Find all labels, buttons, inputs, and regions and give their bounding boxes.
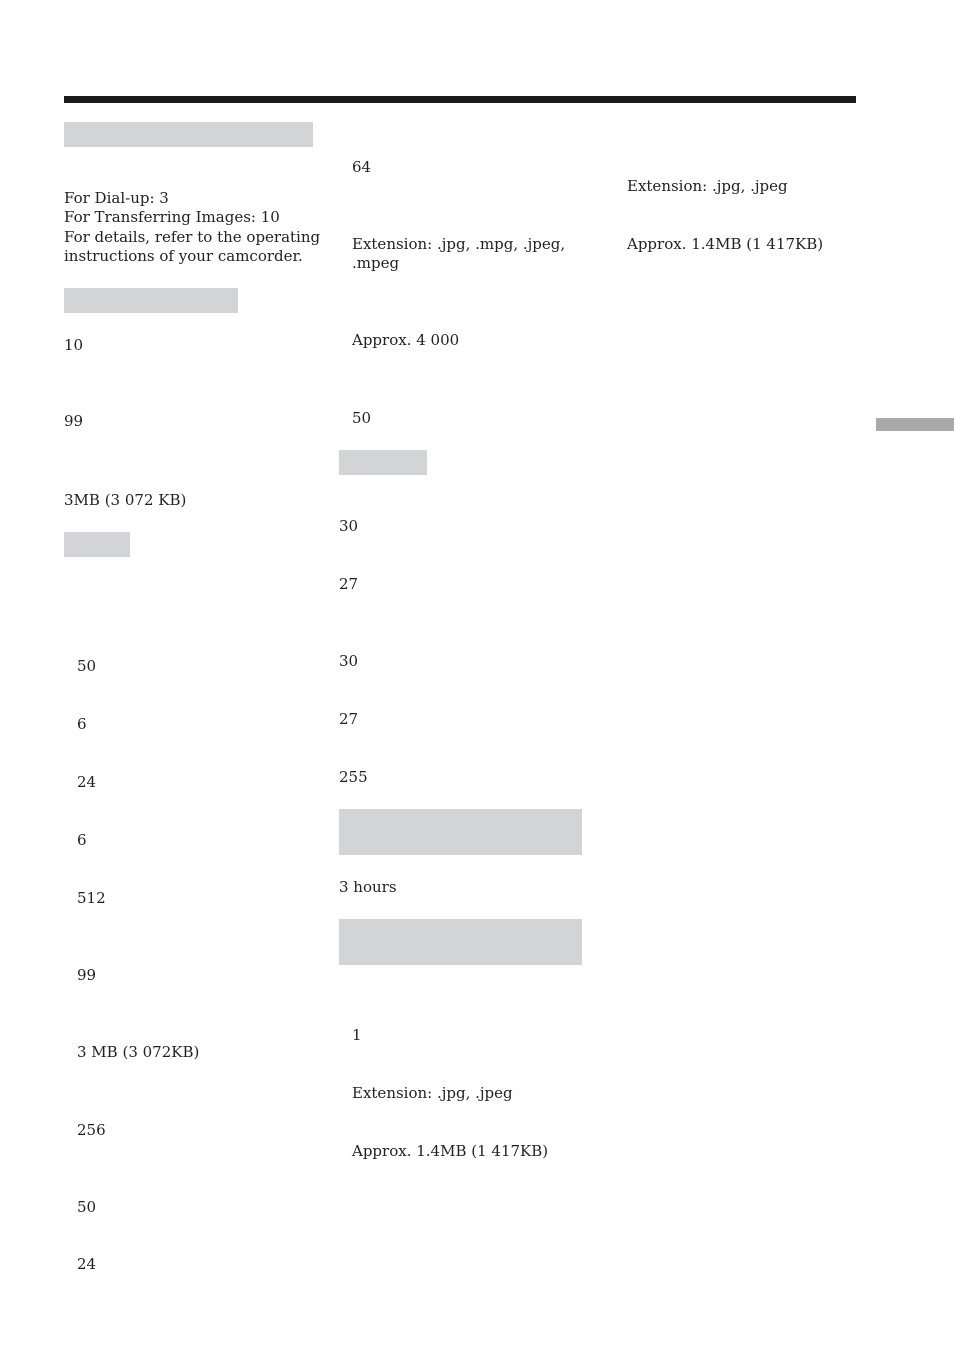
spec-value: 99 xyxy=(64,412,84,430)
spec-value: Extension: .jpg, .jpeg xyxy=(627,177,788,195)
spec-value: 50 xyxy=(77,657,97,675)
section-band-6 xyxy=(339,919,582,965)
spec-value: 512 xyxy=(77,889,106,907)
transfer-count: For Transferring Images: 10 xyxy=(64,208,280,226)
side-index-tab xyxy=(876,418,954,431)
spec-value: 24 xyxy=(77,1255,97,1273)
section-band-1 xyxy=(64,122,313,147)
spec-value: 27 xyxy=(339,710,359,728)
spec-value: 50 xyxy=(352,409,372,427)
spec-value: .mpeg xyxy=(352,254,400,272)
spec-value: 10 xyxy=(64,336,84,354)
header-rule xyxy=(64,96,856,103)
spec-value: 30 xyxy=(339,652,359,670)
section-band-4 xyxy=(339,450,427,475)
details-note-line-2: instructions of your camcorder. xyxy=(64,247,303,265)
spec-value: Extension: .jpg, .mpg, .jpeg, xyxy=(352,235,566,253)
dialup-count: For Dial-up: 3 xyxy=(64,189,169,207)
spec-value: 50 xyxy=(77,1198,97,1216)
spec-value: Approx. 1.4MB (1 417KB) xyxy=(627,235,824,253)
spec-value: Extension: .jpg, .jpeg xyxy=(352,1084,513,1102)
spec-value: 255 xyxy=(339,768,368,786)
spec-value: 30 xyxy=(339,517,359,535)
spec-value: 3 MB (3 072KB) xyxy=(77,1043,200,1061)
spec-value: 1 xyxy=(352,1026,362,1044)
spec-value: 99 xyxy=(77,966,97,984)
spec-value: Approx. 1.4MB (1 417KB) xyxy=(352,1142,549,1160)
spec-value: 64 xyxy=(352,158,372,176)
spec-value: 27 xyxy=(339,575,359,593)
details-note-line-1: For details, refer to the operating xyxy=(64,228,321,246)
section-band-3 xyxy=(64,532,130,557)
spec-value: 256 xyxy=(77,1121,106,1139)
spec-value: 24 xyxy=(77,773,97,791)
section-band-2 xyxy=(64,288,238,313)
spec-value: Approx. 4 000 xyxy=(352,331,460,349)
spec-value: 6 xyxy=(77,715,87,733)
spec-value: 3MB (3 072 KB) xyxy=(64,491,187,509)
section-band-5 xyxy=(339,809,582,855)
spec-value: 3 hours xyxy=(339,878,397,896)
spec-value: 6 xyxy=(77,831,87,849)
